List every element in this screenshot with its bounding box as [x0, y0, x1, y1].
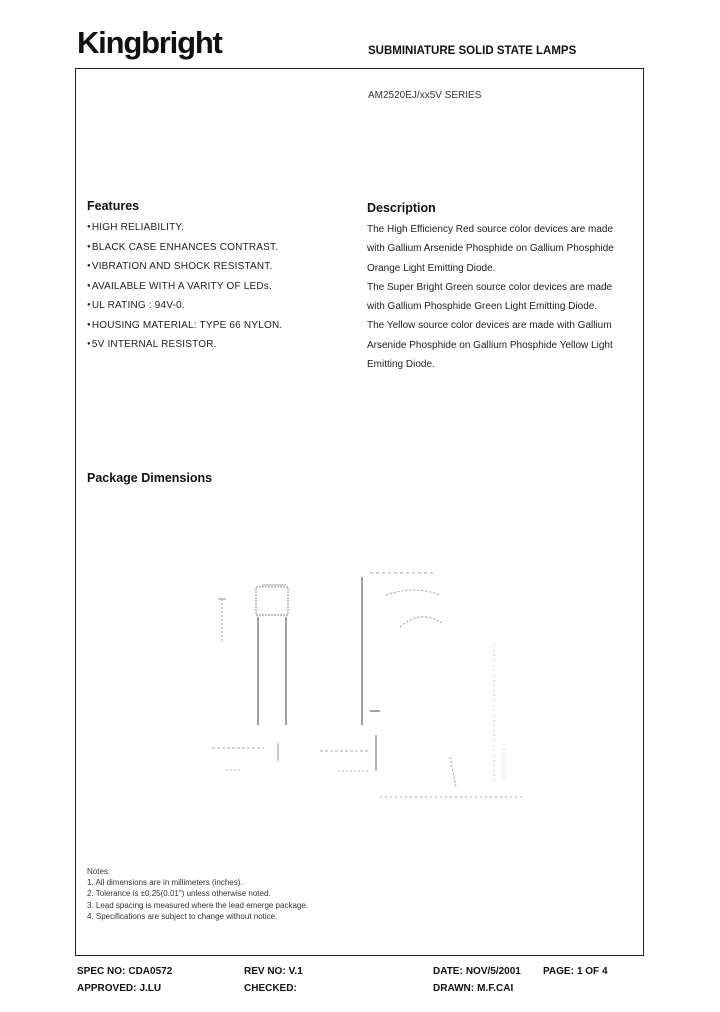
page-label: PAGE: — [543, 966, 574, 977]
rev-no-value: V.1 — [288, 966, 303, 977]
feature-item: ● BLACK CASE ENHANCES CONTRAST. — [87, 241, 282, 261]
feature-item: ● HIGH RELIABILITY. — [87, 221, 282, 241]
note-item: 2. Tolerance is ±0.25(0.01") unless otherwise noted. — [87, 889, 271, 899]
spec-no-label: SPEC NO: — [77, 966, 126, 977]
rev-no — [244, 966, 303, 977]
notes-title: Notes: — [87, 867, 111, 876]
note-item: 3. Lead spacing is measured where the lead emerge package. — [87, 900, 309, 910]
kingbright-logo: Kingbright — [77, 25, 222, 60]
date-value: NOV/5/2001 — [465, 966, 521, 977]
description-body — [367, 220, 629, 374]
drawn-value: M.F.CAI — [477, 983, 514, 994]
rev-no-label: REV NO: — [244, 966, 286, 977]
drawn — [433, 983, 513, 994]
feature-item: ● 5V INTERNAL RESISTOR. — [87, 338, 282, 358]
note-item: 1. All dimensions are in millimeters (inches). — [87, 878, 243, 888]
series-name: AM2520EJ/xx5V SERIES — [368, 90, 482, 101]
page-number — [543, 966, 608, 977]
date — [433, 966, 521, 977]
note-item: 4. Specifications are subject to change without notice. — [87, 911, 278, 921]
page-value: 1 OF 4 — [576, 966, 608, 977]
drawn-label: DRAWN: — [433, 983, 475, 994]
features-heading: Features — [87, 199, 140, 213]
feature-item: ● VIBRATION AND SHOCK RESISTANT. — [87, 260, 282, 280]
content-frame — [75, 68, 644, 956]
description-paragraph: The Super Bright Green source color devices are made with Gallium Phosphide Green Light Emitting Diode. — [367, 281, 613, 313]
notes — [87, 866, 308, 922]
date-label: DATE: — [433, 966, 463, 977]
feature-item: ● HOUSING MATERIAL: TYPE 66 NYLON. — [87, 319, 282, 339]
spec-no-value: CDA0572 — [128, 966, 173, 977]
description-heading: Description — [367, 201, 436, 215]
approved — [77, 983, 161, 994]
spec-no — [77, 966, 172, 977]
checked-label: CHECKED: — [244, 983, 297, 994]
approved-value: J.LU — [139, 983, 162, 994]
features-list — [87, 221, 282, 358]
checked — [244, 983, 300, 994]
feature-item: ● UL RATING : 94V-0. — [87, 299, 282, 319]
approved-label: APPROVED: — [77, 983, 137, 994]
document-title: SUBMINIATURE SOLID STATE LAMPS — [368, 45, 577, 57]
package-dimensions-drawing — [200, 565, 540, 815]
package-dimensions-heading: Package Dimensions — [87, 471, 213, 485]
description-paragraph: The Yellow source color devices are made with Gallium Arsenide Phosphide on Gallium Phosphide Yellow Light Emitting Diode. — [367, 320, 613, 371]
feature-item: ● AVAILABLE WITH A VARITY OF LEDs. — [87, 280, 282, 300]
description-paragraph: The High Efficiency Red source color devices are made with Gallium Arsenide Phosphide on Gallium Phosphide Orange Light Emitting Diode. — [367, 224, 614, 274]
